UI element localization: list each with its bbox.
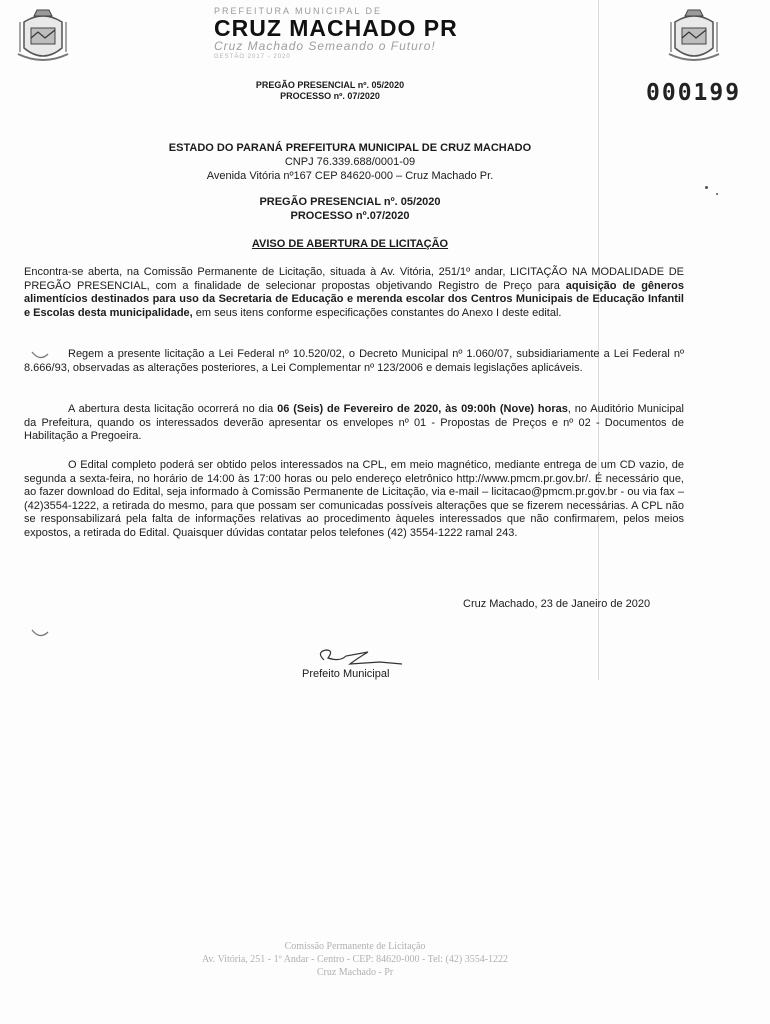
letterhead-slogan: Cruz Machado Semeando o Futuro! xyxy=(214,39,436,53)
scan-speck xyxy=(716,193,718,195)
org-cnpj: CNPJ 76.339.688/0001-09 xyxy=(284,156,416,168)
page-number-stamp: 000199 xyxy=(646,80,742,106)
paragraph-text: , no Auditório Municipal da Prefeitura, quando os interessados deverão apresentar os envelopes nº 01 - Propostas de Preços e nº 02 - Documentos de Habilitação a Pregoeira. xyxy=(24,403,684,442)
scan-speck xyxy=(705,186,708,189)
pen-mark-icon xyxy=(30,628,50,640)
letterhead-title: CRUZ MACHADO PR xyxy=(214,15,458,41)
scan-artifact-line xyxy=(598,0,599,680)
paragraph-text: em seus itens conforme especificações constantes do Anexo I deste edital. xyxy=(192,306,562,319)
paragraph-bold-text: aquisição de gêneros alimentícios destinados para uso da Secretaria de Educação e merenda escolar dos Centros Municipais de Educação Infantil e Escolas desta municipalidade, xyxy=(24,279,685,319)
footer-line-2: Av. Vitória, 251 - 1º Andar - Centro - CEP: 84620-000 - Tel: (42) 3554-1222 xyxy=(201,954,509,965)
municipal-crest-icon xyxy=(665,8,723,68)
notice-pregao: PREGÃO PRESENCIAL nº. 05/2020 xyxy=(259,196,441,208)
paragraph-opening-date xyxy=(24,403,684,444)
header-processo: PROCESSO nº. 07/2020 xyxy=(280,91,380,101)
letterhead-small-text: GESTÃO 2017 - 2020 xyxy=(214,54,291,60)
paragraph-text: Encontra-se aberta, na Comissão Permanente de Licitação, situada à Av. Vitória, 251/1º andar, LICITAÇÃO NA MODALIDADE DE PREGÃO PRESENCIAL, com a finalidade de selecionar propostas objetivando Registro de Preço para xyxy=(24,266,684,292)
footer-line-3: Cruz Machado - Pr xyxy=(316,967,394,978)
paragraph-edital-info: O Edital completo poderá ser obtido pelos interessados na CPL, em meio magnético, mediante entrega de um CD vazio, de segunda a sexta-feira, no horário de 14:00 às 17:00 horas ou pelo endereço eletrônico http://www.pmcm.pr.gov.br/. É necessário que, ao fazer download do Edital, seja informado à Comissão Permanente de Licitação, via e-mail – licitacao@pmcm.pr.gov.br - ou via fax – (42)3554-1222, a retirada do mesmo, para que possam ser comunicadas possíveis alterações que se fizerem necessárias. A CPL não se responsabilizará pela falta de informações relativas ao procedimento àqueles interessados que não confirmarem, pelos meios expostos, a retirada do Edital. Quaisquer dúvidas contatar pelos telefones (42) 3554-1222 ramal 243. xyxy=(24,459,684,539)
paragraph-opening xyxy=(24,266,684,320)
date-line: Cruz Machado, 23 de Janeiro de 2020 xyxy=(463,598,651,610)
org-address: Avenida Vitória nº167 CEP 84620-000 – Cruz Machado Pr. xyxy=(206,170,494,182)
letterhead-top-line: PREFEITURA MUNICIPAL DE xyxy=(214,6,383,16)
header-pregao: PREGÃO PRESENCIAL nº. 05/2020 xyxy=(255,80,405,90)
footer-line-1: Comissão Permanente de Licitação xyxy=(284,941,426,952)
paragraph-bold-date: 06 (Seis) de Fevereiro de 2020, às 09:00h (Nove) horas xyxy=(277,403,568,415)
paragraph-legal-basis: Regem a presente licitação a Lei Federal nº 10.520/02, o Decreto Municipal nº 1.060/07, subsidiariamente a Lei Federal nº 8.666/93, observadas as alterações posteriores, a Lei Complementar nº 123/2006 e demais legislações aplicáveis. xyxy=(24,348,684,374)
municipal-crest-icon xyxy=(14,8,72,68)
signer-title: Prefeito Municipal xyxy=(302,668,390,680)
org-name: ESTADO DO PARANÁ PREFEITURA MUNICIPAL DE CRUZ MACHADO xyxy=(168,142,532,154)
paragraph-text: A abertura desta licitação ocorrerá no dia xyxy=(68,403,278,415)
notice-processo: PROCESSO nº.07/2020 xyxy=(290,210,410,222)
letterhead xyxy=(214,6,544,61)
header-reference xyxy=(240,80,420,102)
notice-title: AVISO DE ABERTURA DE LICITAÇÃO xyxy=(251,238,449,250)
